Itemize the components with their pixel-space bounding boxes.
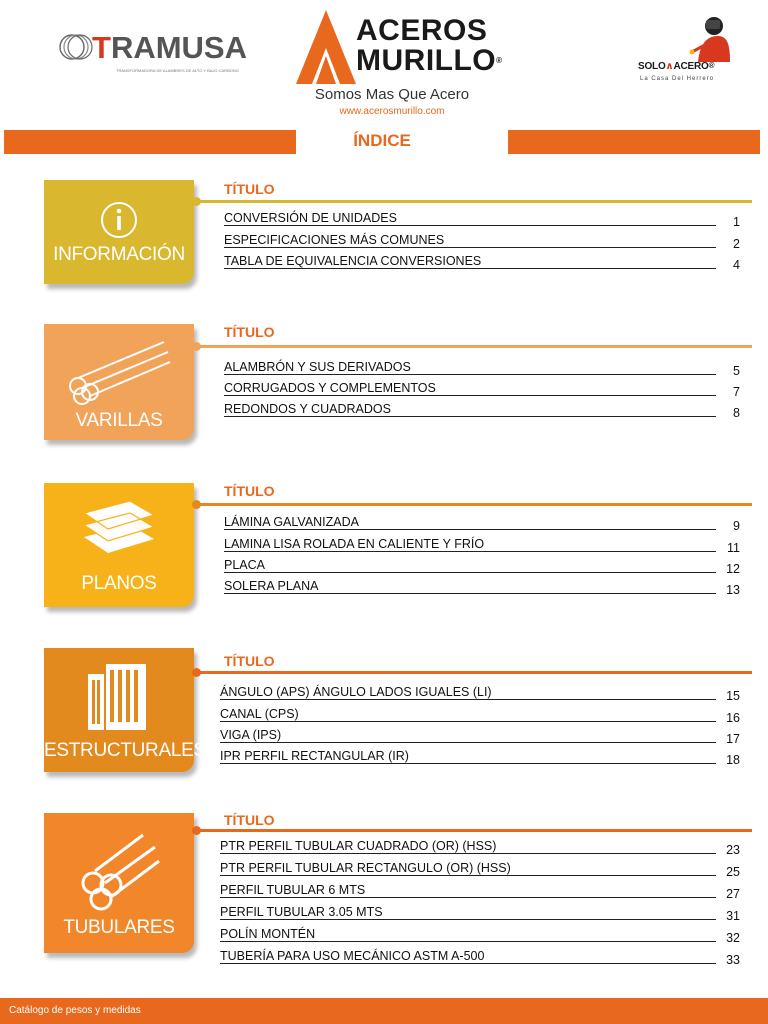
toc-item[interactable]: CORRUGADOS Y COMPLEMENTOS 7 [224, 381, 740, 399]
toc-item[interactable]: REDONDOS Y CUADRADOS 8 [224, 402, 740, 420]
soloacero-tagline: La Casa Del Herrero [640, 76, 715, 82]
section-heading: TÍTULO [224, 324, 275, 340]
section-divider [196, 200, 752, 203]
toc-item[interactable]: PERFIL TUBULAR 3.05 MTS 31 [220, 905, 740, 923]
toc-item[interactable]: PTR PERFIL TUBULAR RECTANGULO (OR) (HSS) 25 [220, 861, 740, 879]
category-label: INFORMACIÓN [53, 244, 185, 265]
toc-item[interactable]: PLACA 12 [224, 558, 740, 576]
section-divider [196, 671, 752, 674]
section-heading: TÍTULO [224, 653, 275, 669]
murillo-url[interactable]: www.acerosmurillo.com [339, 106, 445, 117]
toc-item[interactable]: ALAMBRÓN Y SUS DERIVADOS 5 [224, 360, 740, 378]
category-label: ESTRUCTURALES [44, 740, 206, 761]
tramusa-logo [58, 26, 247, 76]
footer-bar [0, 998, 768, 1024]
toc-item[interactable]: PTR PERFIL TUBULAR CUADRADO (OR) (HSS) 23 [220, 839, 740, 857]
tubes-icon [44, 827, 194, 911]
category-planos[interactable] [44, 483, 194, 607]
toc-item[interactable]: TABLA DE EQUIVALENCIA CONVERSIONES 4 [224, 254, 740, 272]
info-icon [44, 200, 194, 240]
section-divider [196, 503, 752, 506]
toc-item[interactable]: IPR PERFIL RECTANGULAR (IR) 18 [220, 749, 740, 767]
section-heading: TÍTULO [224, 181, 275, 197]
murillo-tagline: Somos Mas Que Acero [314, 86, 470, 103]
section-divider [196, 829, 752, 832]
index-bar-left [4, 130, 296, 154]
index-bar-right [508, 130, 760, 154]
section-heading: TÍTULO [224, 812, 275, 828]
murillo-line1: ACEROS [356, 14, 488, 47]
section-divider [196, 345, 752, 348]
category-informacion[interactable] [44, 180, 194, 284]
toc-item[interactable]: SOLERA PLANA 13 [224, 579, 740, 597]
index-title: ÍNDICE [353, 131, 411, 150]
section-heading: TÍTULO [224, 483, 275, 499]
toc-item[interactable]: LÁMINA GALVANIZADA 9 [224, 515, 740, 533]
tramusa-tagline: TRANSFORMADORA DE ALAMBRES DE ALTO Y BAJO CARBONO [116, 68, 239, 73]
footer-text: Catálogo de pesos y medidas [9, 1005, 141, 1016]
aceros-murillo-logo [296, 8, 503, 123]
welder-icon [684, 12, 732, 64]
toc-item[interactable]: VIGA (IPS) 17 [220, 728, 740, 746]
building-icon [44, 660, 194, 732]
sheets-icon [44, 495, 194, 561]
toc-item[interactable]: CONVERSIÓN DE UNIDADES 1 [224, 211, 740, 229]
category-label: PLANOS [81, 573, 157, 594]
toc-item[interactable]: ESPECIFICACIONES MÁS COMUNES 2 [224, 233, 740, 251]
murillo-line2: MURILLO® [356, 44, 503, 77]
toc-item[interactable]: CANAL (CPS) 16 [220, 707, 740, 725]
toc-item[interactable]: POLÍN MONTÉN 32 [220, 927, 740, 945]
soloacero-name: SOLO∧ACERO® [638, 61, 715, 72]
category-tubulares[interactable] [44, 813, 194, 953]
rebar-icon [44, 334, 194, 406]
toc-item[interactable]: ÁNGULO (APS) ÁNGULO LADOS IGUALES (LI) 15 [220, 685, 740, 703]
toc-item[interactable]: TUBERÍA PARA USO MECÁNICO ASTM A-500 33 [220, 949, 740, 967]
tramusa-brand: TRAMUSA [92, 30, 247, 65]
category-varillas[interactable] [44, 324, 194, 440]
category-estructurales[interactable] [44, 648, 206, 772]
toc-item[interactable]: PERFIL TUBULAR 6 MTS 27 [220, 883, 740, 901]
toc-item[interactable]: LAMINA LISA ROLADA EN CALIENTE Y FRÍO 11 [224, 537, 740, 555]
category-label: VARILLAS [75, 410, 163, 431]
soloacero-logo [638, 12, 733, 92]
category-label: TUBULARES [63, 917, 175, 938]
murillo-a-icon [296, 10, 356, 84]
